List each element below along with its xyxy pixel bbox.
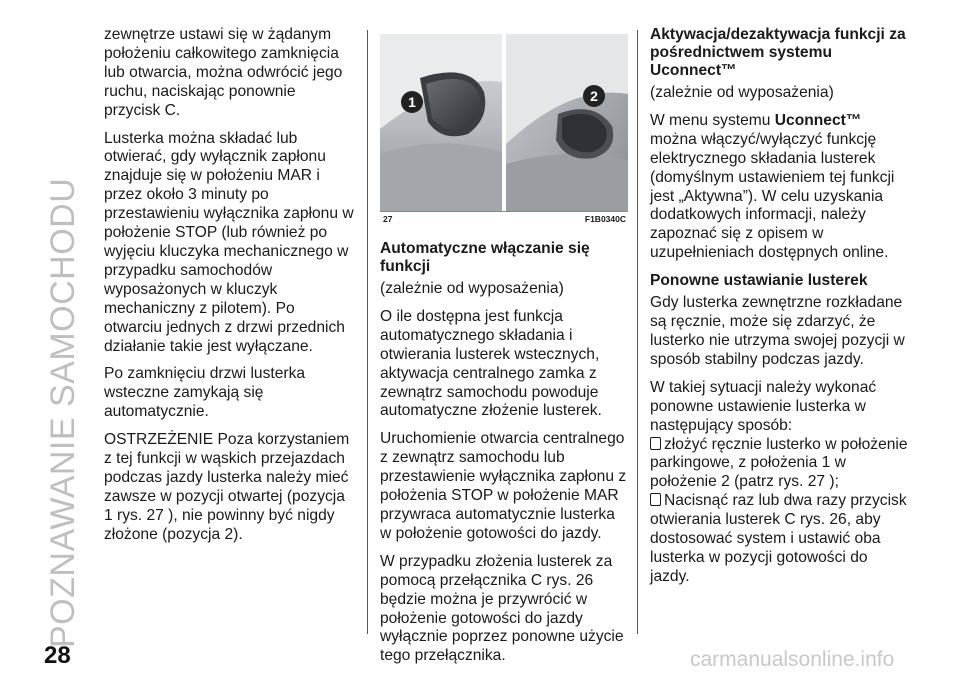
checkbox-bullet-icon <box>650 493 661 506</box>
paragraph: W przypadku złożenia lusterek za pomocą przełącznika C rys. 26 będzie można je przywrócić w położenie gotowości do jazdy wyłącznie poprzez ponowne użycie tego przełącznika. <box>380 552 624 665</box>
paragraph: Po zamknięciu drzwi lusterka wsteczne zamykają się automatycznie. <box>104 365 306 421</box>
text-column-1 <box>104 26 356 554</box>
section-heading: Aktywacja/dezaktywacja funkcji za pośrednictwem systemu Uconnect™ <box>650 26 906 79</box>
list-item <box>650 436 910 493</box>
list-item-text: Nacisnąć raz lub dwa razy przycisk otwierania lusterek C rys. 26, aby dostosować system i ustawić oba lusterka w pozycji gotowości do jazdy. <box>650 492 907 585</box>
page-number: 28 <box>44 642 71 669</box>
list-item-text: złożyć ręcznie lusterko w położenie parkingowe, z położenia 1 w położenie 2 (patrz rys. 27 ); <box>650 435 908 491</box>
paragraph: (zależnie od wyposażenia) <box>380 280 564 297</box>
bold-term: Uconnect™ <box>774 111 862 129</box>
mirror-figure <box>380 34 628 212</box>
text-column-2 <box>380 240 628 675</box>
paragraph: Lusterka można składać lub otwierać, gdy wyłącznik zapłonu znajduje się w położeniu MAR i przez około 3 minuty po przestawieniu wyłącznika zapłonu w położenie STOP (lub również po wyjęciu kluczyka mechanicznego w przypadku samochodów wyposażonych w kluczyk mechaniczny z pilotem). Po otwarciu jednych z drzwi przednich działanie takie jest wyłączane. <box>104 129 354 355</box>
checkbox-bullet-icon <box>650 437 661 450</box>
column-divider <box>637 30 638 634</box>
paragraph: zewnętrze ustawi się w żądanym położeniu całkowitego zamknięcia lub otwarcia, można odwrócić jego ruchu, naciskając ponownie przycisk C. <box>104 26 343 119</box>
side-section-title: POZNAWANIE SAMOCHODU <box>44 177 82 648</box>
text-column-3 <box>650 26 910 596</box>
column-divider <box>367 30 368 634</box>
warning-paragraph: OSTRZEŻENIE Poza korzystaniem z tej funkcji w wąskich przejazdach podczas jazdy lusterka należy mieć zawsze w pozycji otwartej (pozycja 1 rys. 27 ), nie powinny być nigdy złożone (pozycja 2). <box>104 431 350 543</box>
section-heading: Automatyczne włączanie się funkcji <box>380 240 590 275</box>
paragraph: W takiej sytuacji należy wykonać ponowne ustawienie lusterka w następujący sposób: <box>650 378 877 434</box>
section-heading: Ponowne ustawianie lusterek <box>650 272 868 290</box>
mirror-illustration <box>380 34 628 212</box>
callout-1: 1 <box>408 94 416 110</box>
paragraph: Uruchomienie otwarcia centralnego z zewnątrz samochodu lub przestawienie wyłącznika zapłonu z położenia STOP w położenie MAR przywraca automatycznie lusterka w położenie gotowości do jazdy. <box>380 430 627 542</box>
watermark: carmanualsonline.info <box>690 648 895 671</box>
figure-code: F1B0340C <box>584 214 626 224</box>
figure-number: 27 <box>383 214 393 224</box>
paragraph: (zależnie od wyposażenia) <box>650 84 834 101</box>
paragraph <box>650 112 910 263</box>
callout-2: 2 <box>590 88 598 104</box>
figure-caption <box>380 212 628 226</box>
paragraph: O ile dostępna jest funkcja automatycznego składania i otwierania lusterek wstecznych, aktywacja centralnego zamka z zewnątrz samochodu powoduje automatyczne złożenie lusterek. <box>380 307 602 420</box>
paragraph: Gdy lusterka zewnętrzne rozkładane są ręcznie, może się zdarzyć, że lusterko nie utrzyma swojej pozycji w sposób stabilny podczas jazdy. <box>650 294 905 368</box>
list-item <box>650 492 910 587</box>
text-span: W menu systemu <box>650 111 775 129</box>
text-span: można włączyć/wyłączyć funkcję elektrycznego składania lusterek (domyślnym ustawieniem tej funkcji jest „Aktywna”). W celu uzyskania dodatkowych informacji, należy zapoznać się z opisem w uzupełnieniach dostępnych online. <box>650 130 895 262</box>
